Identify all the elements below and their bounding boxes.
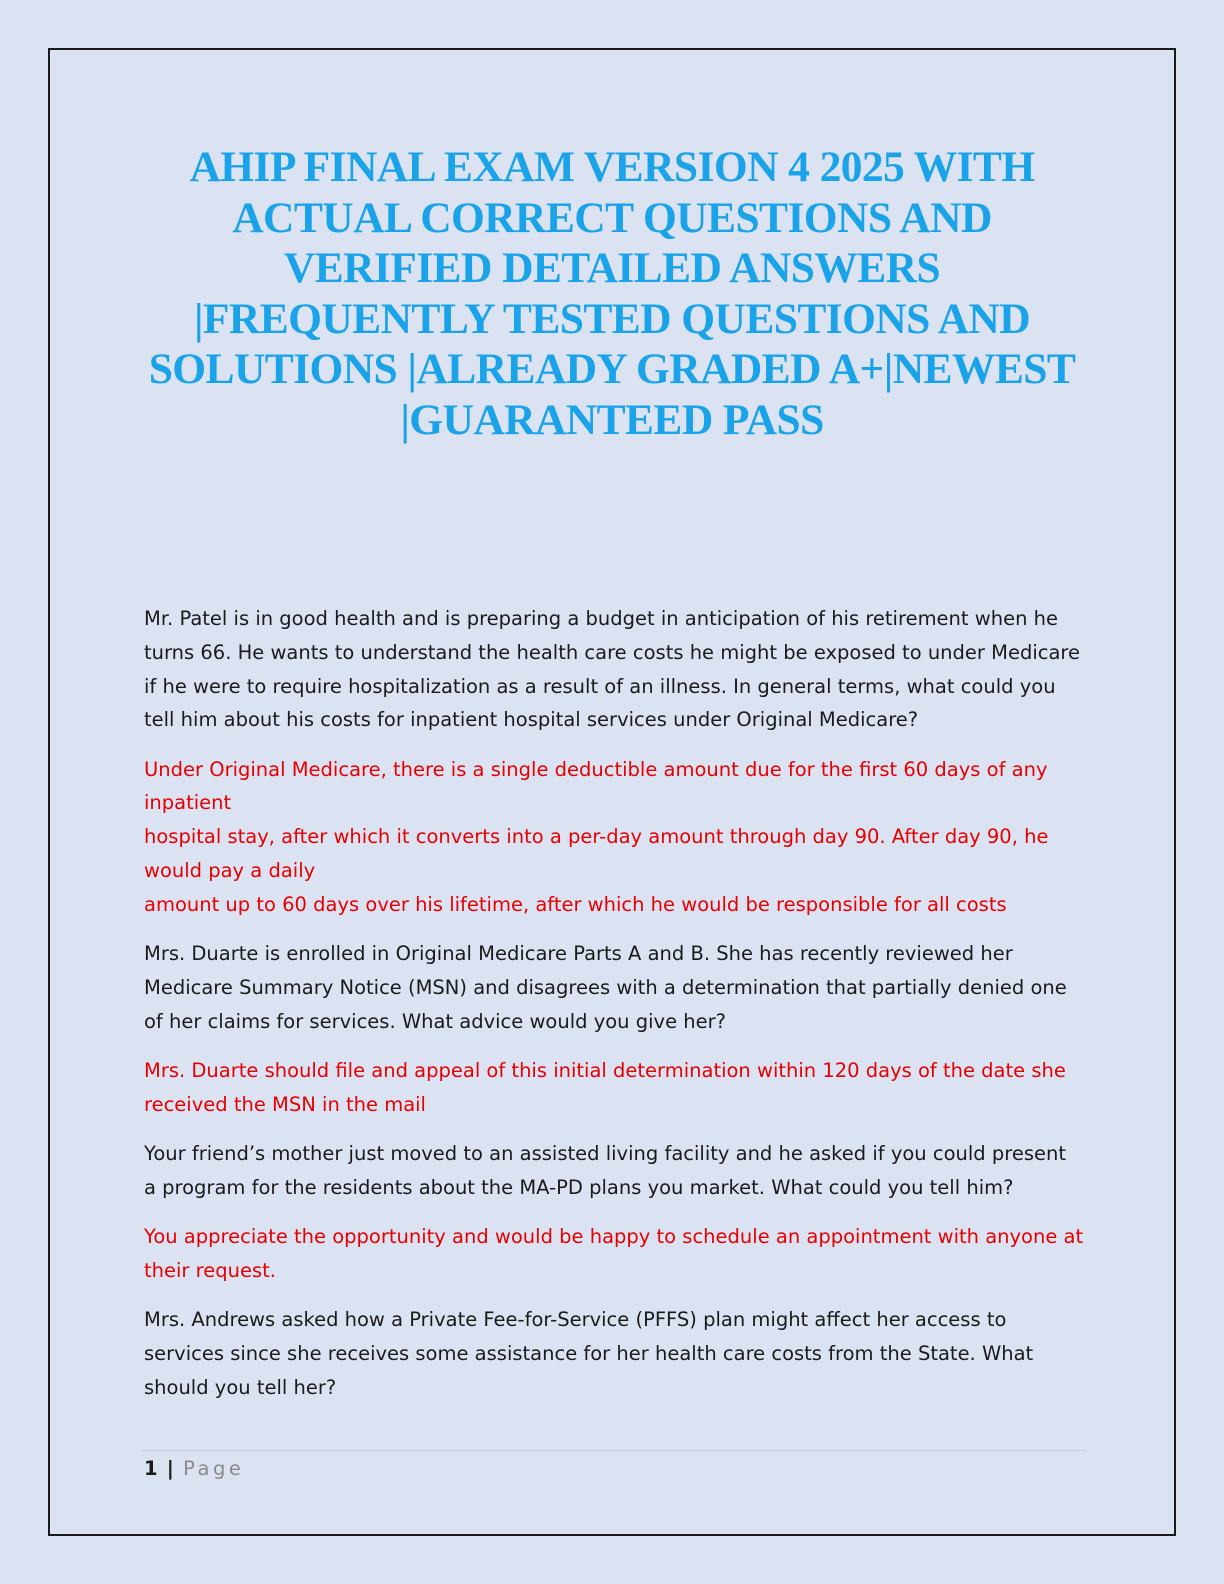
- answer-line: You appreciate the opportunity and would be happy to schedule an appointment with anyone at their request.: [144, 1225, 1084, 1283]
- qa-content: [144, 602, 1084, 1420]
- title-line: VERIFIED DETAILED ANSWERS: [283, 244, 941, 292]
- answer-1: [144, 753, 1084, 922]
- question-2: Mrs. Duarte is enrolled in Original Medicare Parts A and B. She has recently reviewed her Medicare Summary Notice (MSN) and disagrees with a determination that partially denied one of her claims for services. What advice would you give her?: [144, 942, 1067, 1033]
- footer-separator: |: [166, 1457, 174, 1480]
- page-number: 1: [144, 1457, 158, 1480]
- answer-line: amount up to 60 days over his lifetime, after which he would be responsible for all costs: [144, 892, 1007, 916]
- question-1: Mr. Patel is in good health and is preparing a budget in anticipation of his retirement when he turns 66. He wants to understand the health care costs he might be exposed to under Medicare if he were to require hospitalization as a result of an illness. In general terms, what could you tell him about his costs for inpatient hospital services under Original Medicare?: [144, 607, 1081, 732]
- document-title: [120, 142, 1104, 445]
- title-line: AHIP FINAL EXAM VERSION 4 2025 WITH: [189, 143, 1035, 191]
- answer-line: hospital stay, after which it converts into a per-day amount through day 90. After day 90, he would pay a daily: [144, 825, 1049, 883]
- question-3: Your friend’s mother just moved to an assisted living facility and he asked if you could present a program for the residents about the MA-PD plans you market. What could you tell him?: [144, 1142, 1066, 1199]
- page-footer: [144, 1456, 244, 1482]
- answer-3: [144, 1220, 1084, 1288]
- title-line: |FREQUENTLY TESTED QUESTIONS AND: [193, 294, 1031, 343]
- footer-divider: [141, 1450, 1086, 1451]
- answer-line: Under Original Medicare, there is a single deductible amount due for the first 60 days of any inpatient: [144, 757, 1048, 815]
- question-4: Mrs. Andrews asked how a Private Fee-for-Service (PFFS) plan might affect her access to services since she receives some assistance for her health care costs from the State. What should you tell her?: [144, 1308, 1034, 1399]
- answer-2: [144, 1054, 1084, 1122]
- page-label: Page: [183, 1457, 245, 1480]
- title-line: |GUARANTEED PASS: [400, 395, 824, 444]
- title-line: ACTUAL CORRECT QUESTIONS AND: [232, 193, 992, 242]
- answer-line: Mrs. Duarte should file and appeal of this initial determination within 120 days of the date she received the MSN in the mail: [144, 1059, 1066, 1116]
- title-line: SOLUTIONS |ALREADY GRADED A+|NEWEST: [148, 345, 1076, 393]
